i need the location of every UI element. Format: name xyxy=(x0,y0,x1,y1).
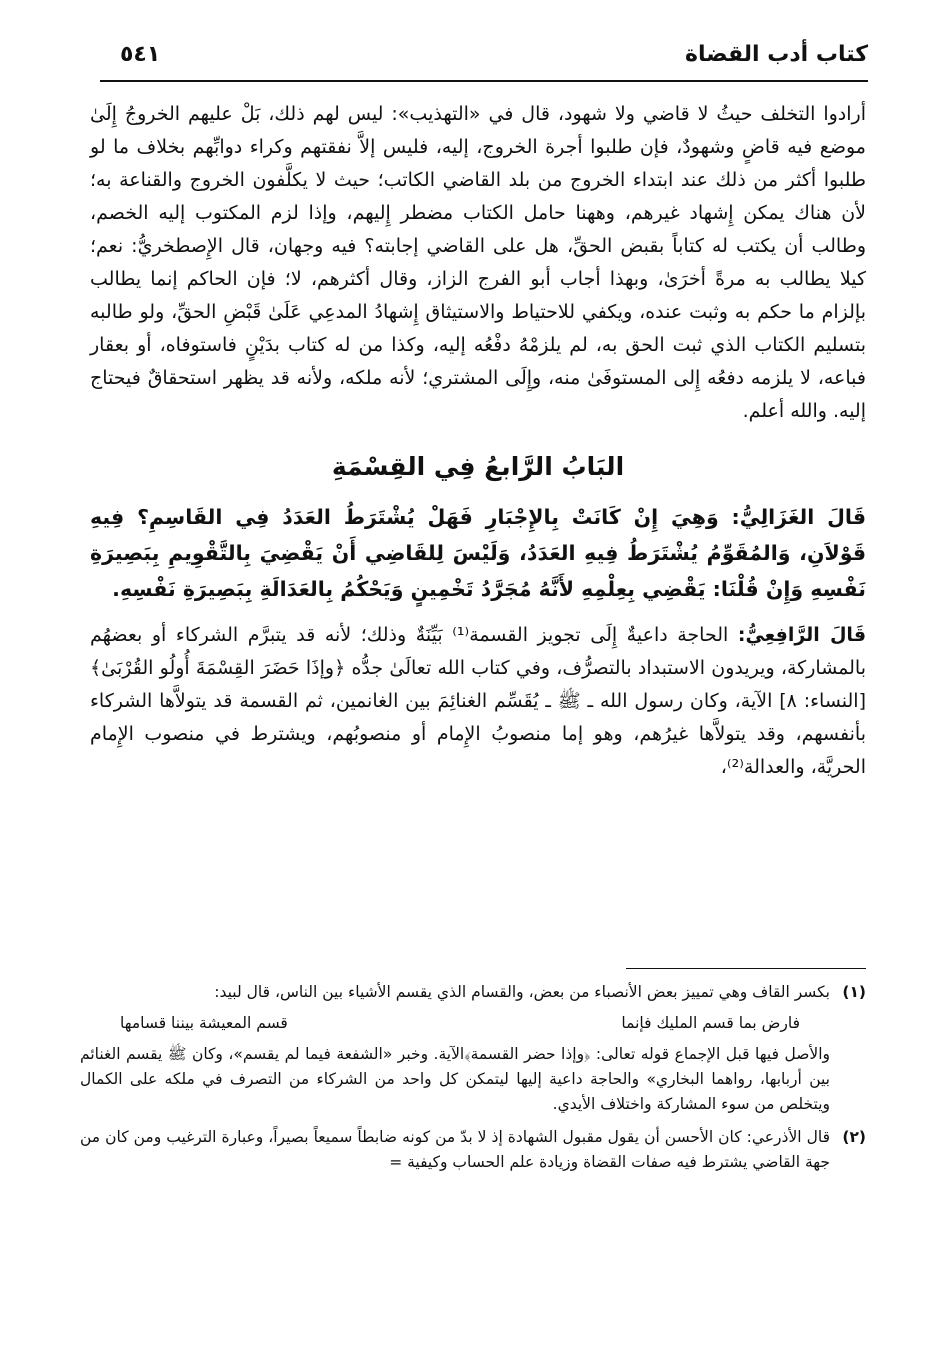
paragraph-continuation: أرادوا التخلف حيثُ لا قاضي ولا شهود، قال في «التهذيب»: ليس لهم ذلك، بَلْ عليهم الخروجُ إِلَىٰ موضع فيه قاضٍ وشهودٌ، فإن طلبوا أجرة الخروج، إليه، فليس إلاَّ نفقتهم وكراء دوابِّهم بخلاف ما لو طلبوا أكثر من ذلك عند ابتداء الخروج من بلد القاضي الكاتب؛ حيث لا يكلَّفون الخروج والقناعة به؛ لأن هناك يمكن إِشهاد غيرهم، وههنا حامل الكتاب مضطر إِليهم، وإذا لزم المكتوب إليه الخصم، وطالب أن يكتب له كتاباً بقبض الحقِّ، هل على القاضي إجابته؟ فيه وجهان، قال الإِصطخريُّ: نعم؛ كيلا يطالب به مرةً أخرَىٰ، وبهذا أجاب أبو الفرج الزاز، وقال أكثرهم، لا؛ فإن الحاكم إنما يطالب بإلزام ما حكم به وثبت عنده، ويكفي للاحتياط والاستيثاق إِشهادُ المدعِي عَلَىٰ قَبْضِ الحقِّ، ولو طالبه بتسليم الكتاب الذي ثبت الحق به، لم يلزمْهُ دفْعُه إليه، وكذا من له كتاب بدَيْنٍ فاستوفاه، أو بعقار فباعه، لا يلزمه دفعُه إِلى المستوفَىٰ منه، وإِلَى المشتري؛ لأنه ملكه، ولأنه قد يظهر استحقاقٌ فيحتاج إليه. والله أعلم. xyxy=(90,103,866,422)
running-title: كتاب أدب القضاة xyxy=(685,42,868,67)
main-text xyxy=(90,98,866,784)
footnote-number: (١) xyxy=(842,983,866,1001)
footnotes xyxy=(80,980,866,1175)
matn-speaker: قَالَ الغَزَالِيُّ: xyxy=(731,505,866,529)
footnote-body xyxy=(80,980,830,1117)
footnote-text: قال الأذرعي: كان الأحسن أن يقول مقبول الشهادة إذ لا بدّ من كونه ضابطاً سميعاً بصيراً، وعبارة الترغيب ومن كان من جهة القاضي يشترط فيه صفات القضاة وزيادة علم الحساب وكيفية = xyxy=(80,1128,830,1171)
verse-second-hemistich: قسم المعيشة بيننا قسامها xyxy=(120,1014,288,1032)
sharh-text: الحاجة داعيةٌ إِلَى تجويز القسمة⁽¹⁾ بَيِّنَةٌ وذلك؛ لأنه قد يتبرَّم الشركاء أو بعضهُم بالمشاركة، ويريدون الاستبداد بالتصرُّف، وفي كتاب الله تعالَىٰ جدُّه ﴿وإذَا حَضَرَ القِسْمَةَ أُولُو القُرْبَىٰ﴾ [النساء: ٨] الآية، وكان رسول الله ـ ﷺ ـ يُقَسِّم الغنائِمَ بين الغانمين، ثم القسمة قد يتولاَّها الشركاء بأنفسهم، وقد يتولاَّها غيرُهم، وهو إما منصوبُ الإِمام أو منصوبُهم، ويشترط في منصوب الإِمام الحريَّة، والعدالة⁽²⁾، xyxy=(90,624,866,778)
matn-paragraph xyxy=(90,499,866,607)
footnote-number: (٢) xyxy=(842,1128,866,1146)
footnote-text: بكسر القاف وهي تمييز بعض الأنصباء من بعض، والقسام الذي يقسم الأشياء بين الناس، قال لبيد: xyxy=(214,983,830,1001)
page-number: ٥٤١ xyxy=(120,42,161,67)
matn-text: وَهِيَ إِنْ كَانَتْ بِالإِجْبَارِ فَهَلْ يُشْتَرَطُ العَدَدُ فِي القَاسِمِ؟ فِيهِ قَوْلاَنِ، وَالمُقَوِّمُ يُشْتَرَطُ فِيهِ العَدَدُ، وَلَيْسَ لِلقَاضِي أَنْ يَقْضِيَ بِالتَّقْوِيمِ بِبَصِيرَةِ نَفْسِهِ وَإِنْ قُلْنَا: يَقْضِي بِعِلْمِهِ لأَنَّهُ مُجَرَّدُ تَخْمِينٍ وَيَحْكُمُ بِالعَدَالَةِ بِبَصِيرَةِ نَفْسِهِ. xyxy=(90,505,866,601)
footnote-continuation: والأصل فيها قبل الإجماع قوله تعالى: ﴿وإذا حضر القسمة﴾الآية. وخبر «الشفعة فيما لم يقسم»، وكان ﷺ يقسم الغنائم بين أربابها، رواهما البخاري» والحاجة داعية إليها ليتمكن كل واحد من الشركاء من التصرف في ملكه على الكمال ويتخلص من سوء المشاركة واختلاف الأيدي. xyxy=(80,1045,830,1113)
header-rule xyxy=(100,80,868,82)
sharh-paragraph xyxy=(90,619,866,784)
page-header xyxy=(100,36,868,76)
poetry-verse xyxy=(80,1005,830,1042)
footnote-separator xyxy=(626,968,866,969)
footnote-2 xyxy=(80,1125,866,1175)
footnote-1 xyxy=(80,980,866,1117)
chapter-heading: البَابُ الرَّابعُ فِي القِسْمَةِ xyxy=(331,452,625,481)
sharh-speaker: قَالَ الرَّافِعِيُّ: xyxy=(737,624,867,646)
verse-first-hemistich: فارض بما قسم المليك فإنما xyxy=(621,1014,800,1032)
